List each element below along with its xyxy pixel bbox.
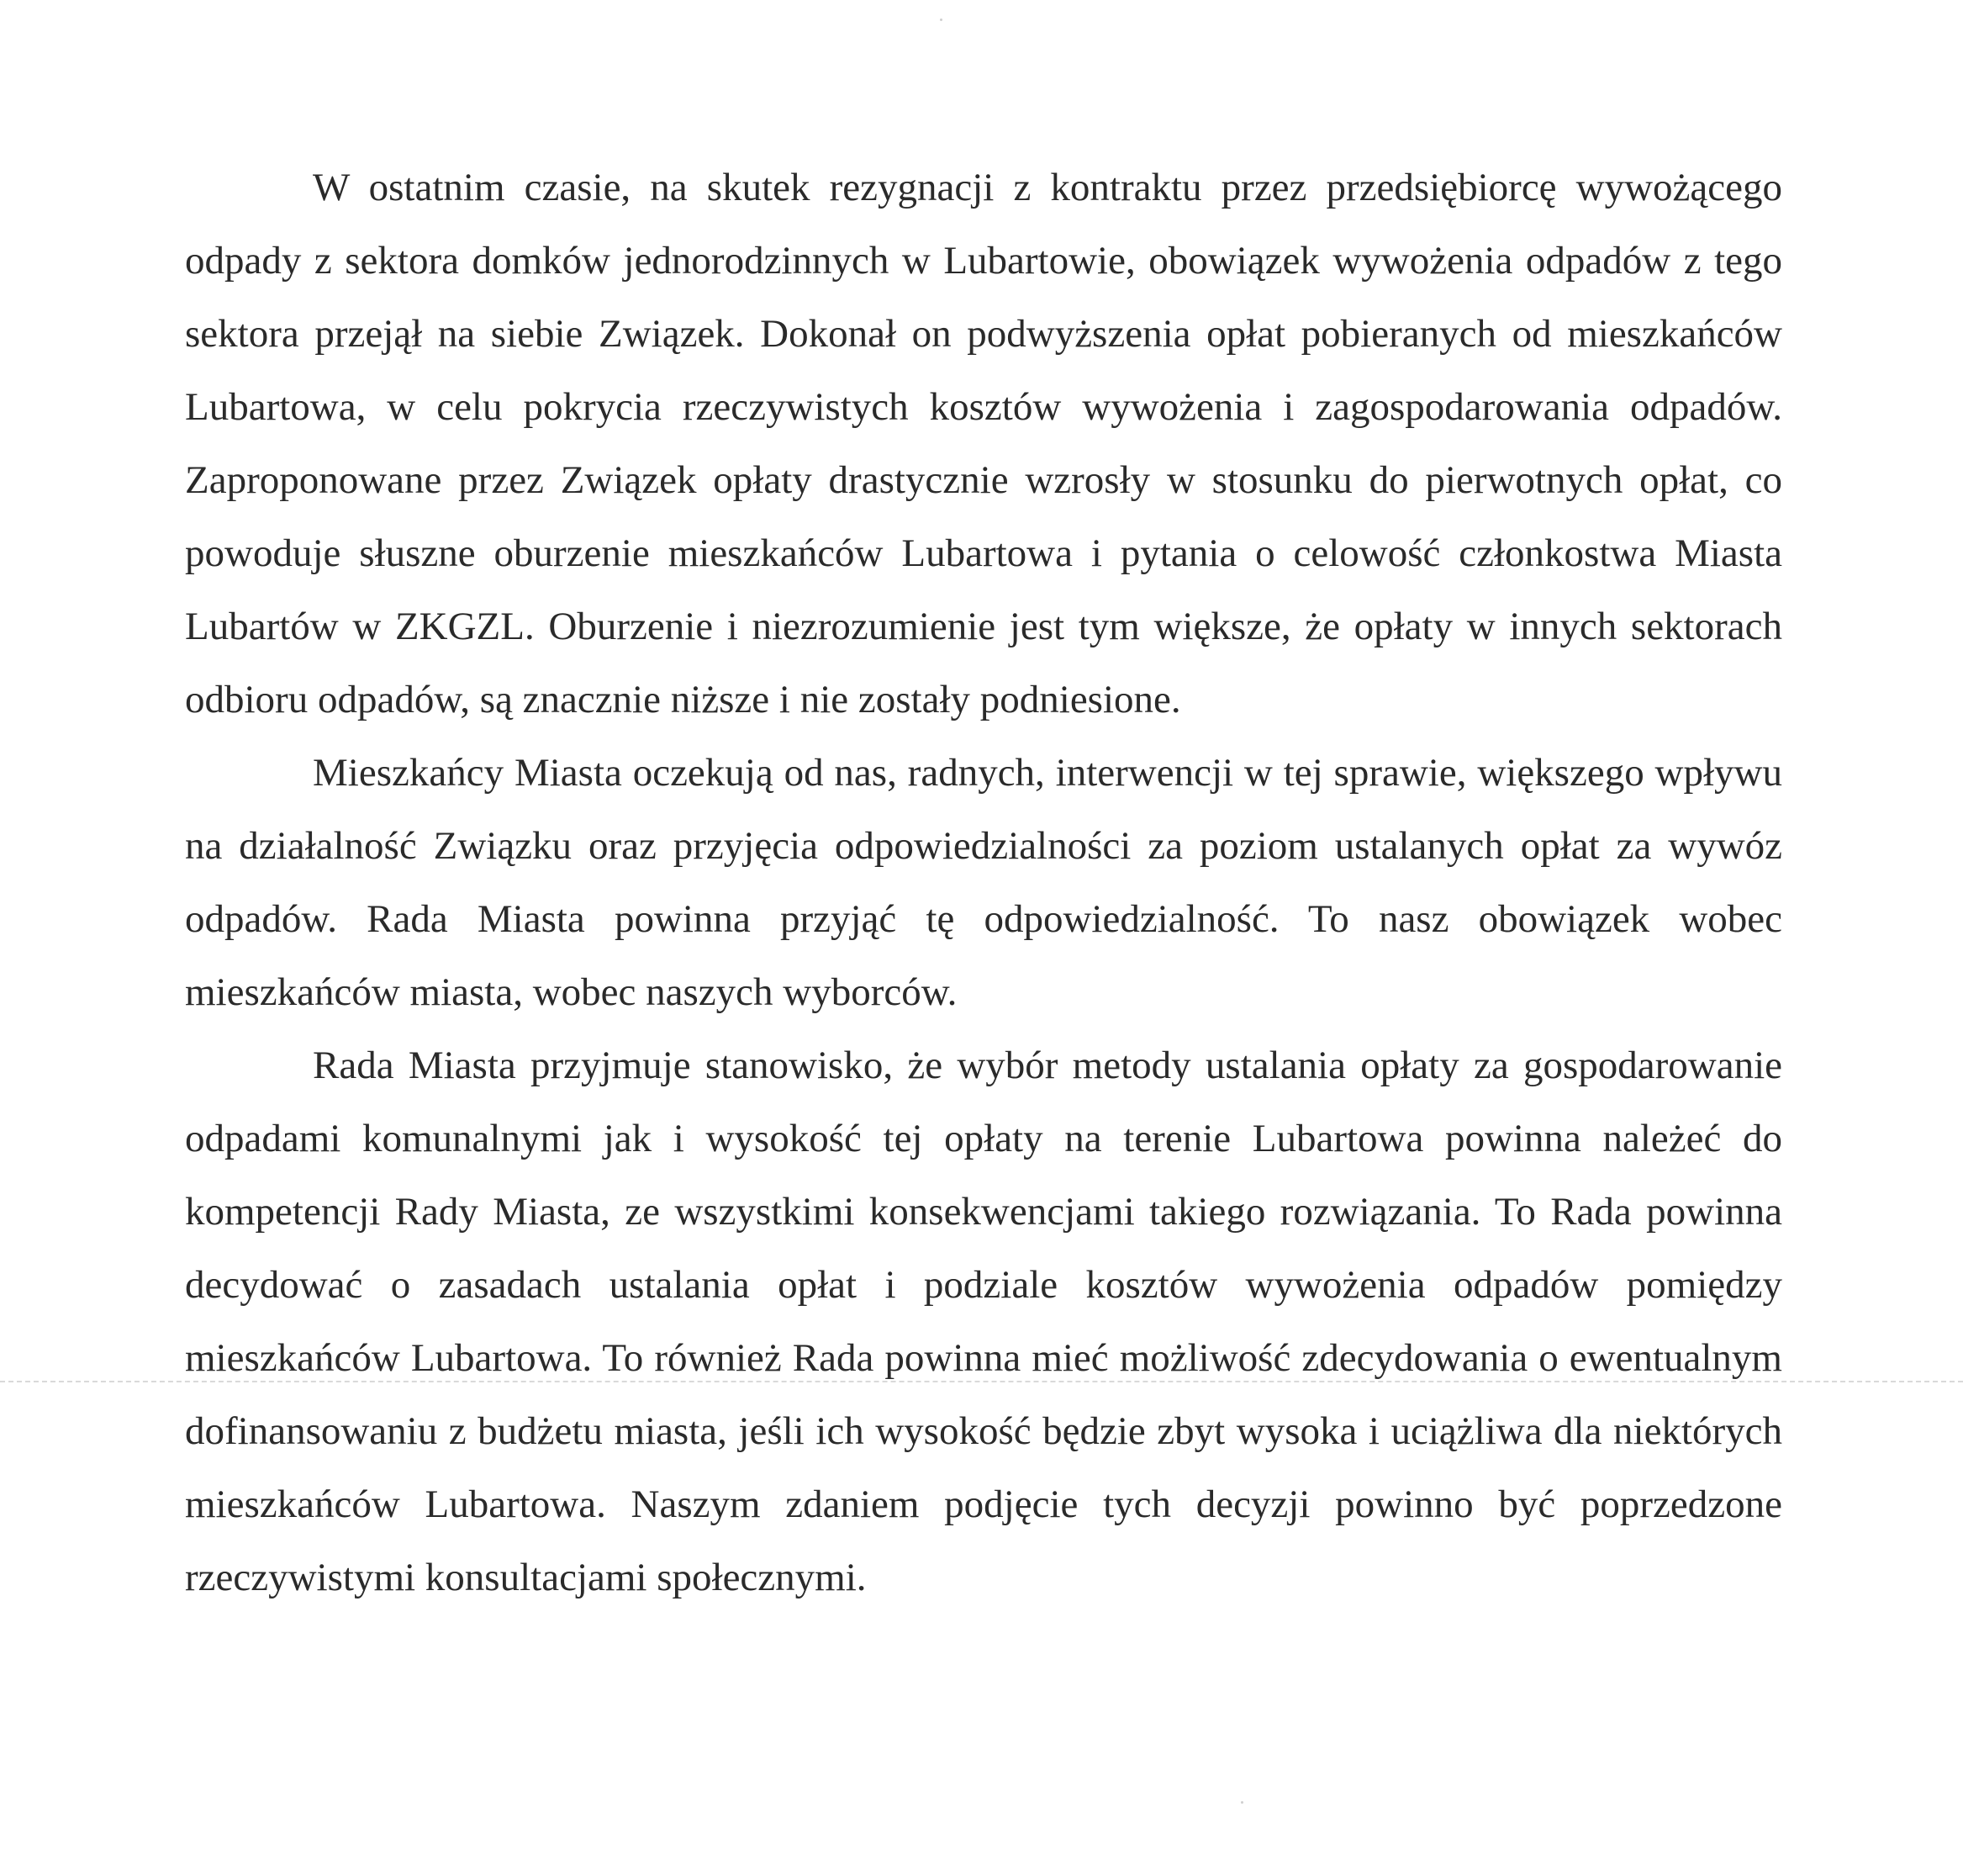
paragraph-1: W ostatnim czasie, na skutek rezygnacji z kontraktu przez przedsiębiorcę wywożącego odpady z sektora domków jednorodzinnych w Lubartowie, obowiązek wywożenia odpadów z tego sektora przejął na siebie Związek. Dokonał on podwyższenia opłat pobieranych od mieszkańców Lubartowa, w celu pokrycia rzeczywistych kosztów wywożenia i zagospodarowania odpadów. Zaproponowane przez Związek opłaty drastycznie wzrosły w stosunku do pierwotnych opłat, co powoduje słuszne oburzenie mieszkańców Lubartowa i pytania o celowość członkostwa Miasta Lubartów w ZKGZL. Oburzenie i niezrozumienie jest tym większe, że opłaty w innych sektorach odbioru odpadów, są znacznie niższe i nie zostały podniesione. xyxy=(185,166,1782,721)
scan-speck xyxy=(940,18,942,21)
document-body xyxy=(185,151,1782,1614)
paragraph-2: Mieszkańcy Miasta oczekują od nas, radnych, interwencji w tej sprawie, większego wpływu na działalność Związku oraz przyjęcia odpowiedzialności za poziom ustalanych opłat za wywóz odpadów. Rada Miasta powinna przyjąć tę odpowiedzialność. To nasz obowiązek wobec mieszkańców miasta, wobec naszych wyborców. xyxy=(185,751,1782,1014)
paragraph-3: Rada Miasta przyjmuje stanowisko, że wybór metody ustalania opłaty za gospodarowanie odpadami komunalnymi jak i wysokość tej opłaty na terenie Lubartowa powinna należeć do kompetencji Rady Miasta, ze wszystkimi konsekwencjami takiego rozwiązania. To Rada powinna decydować o zasadach ustalania opłat i podziale kosztów wywożenia odpadów pomiędzy mieszkańców Lubartowa. To również Rada powinna mieć możliwość zdecydowania o ewentualnym dofinansowaniu z budżetu miasta, jeśli ich wysokość będzie zbyt wysoka i uciążliwa dla niektórych mieszkańców Lubartowa. Naszym zdaniem podjęcie tych decyzji powinno być poprzedzone rzeczywistymi konsultacjami społecznymi. xyxy=(185,1044,1782,1599)
scan-speck xyxy=(1241,1801,1243,1804)
